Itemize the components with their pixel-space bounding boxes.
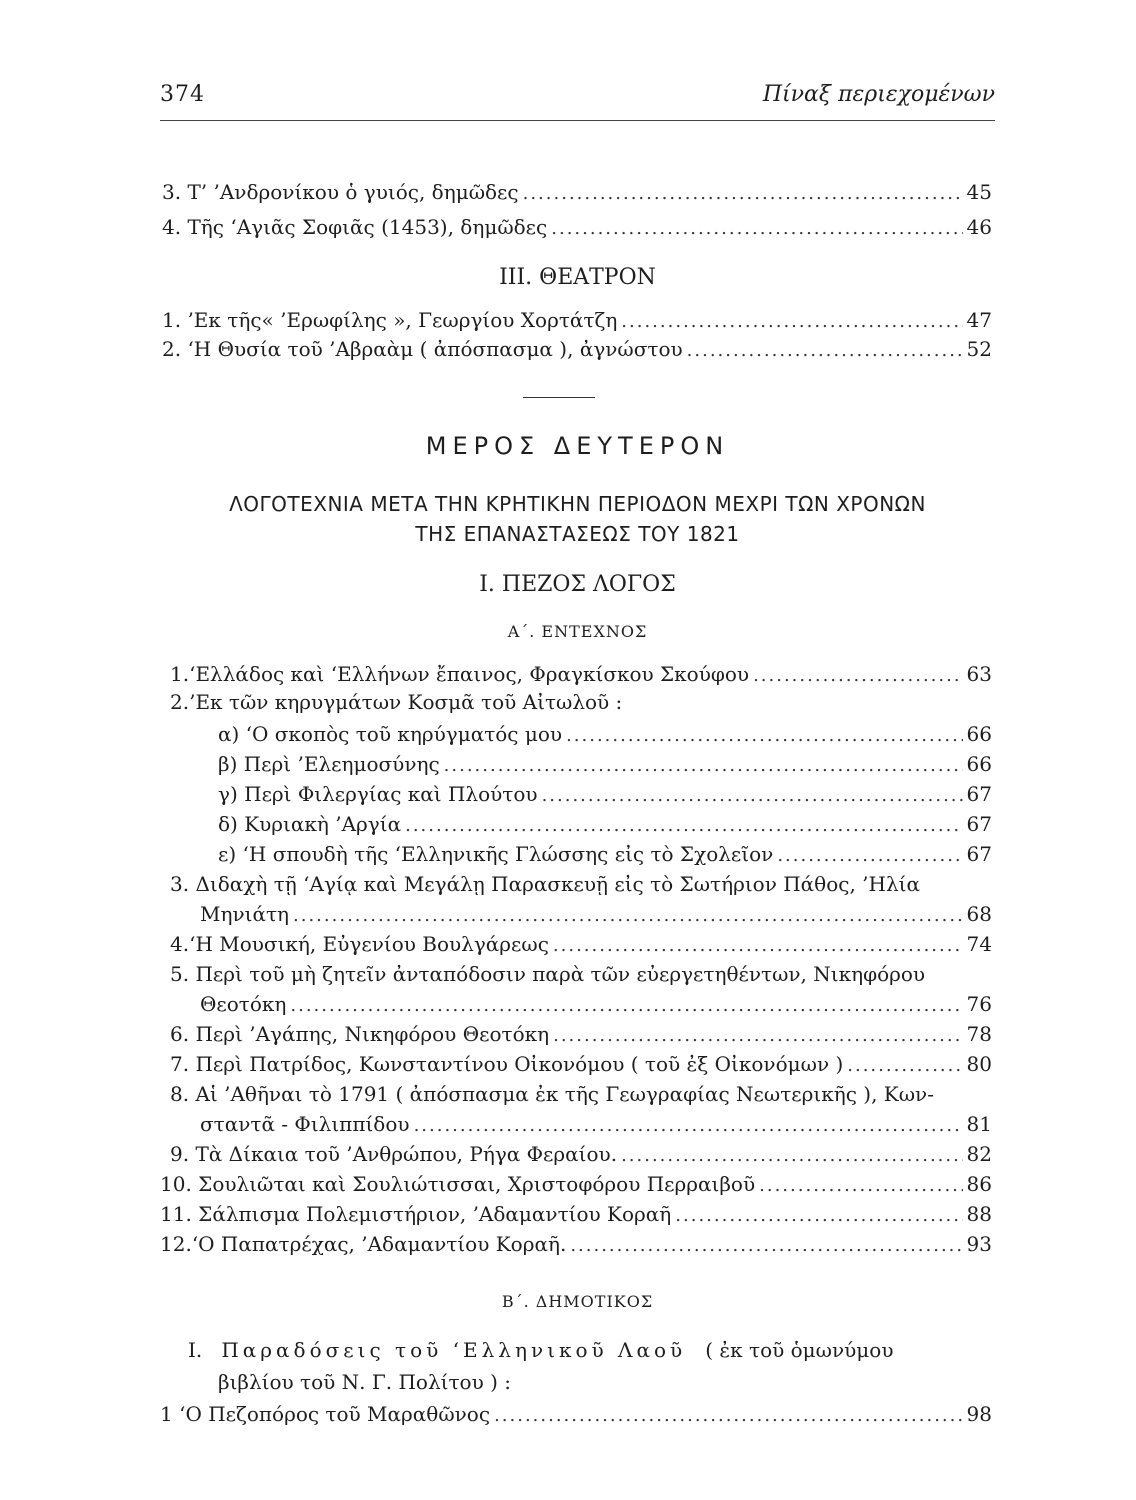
entry-title: ’Εκ τῆς« ’Ερωφίλης », Γεωργίου Χορτάτζη — [187, 308, 618, 332]
header-rule — [160, 120, 995, 121]
toc-subentry — [218, 752, 992, 786]
leader-dots — [759, 1175, 962, 1196]
subentry-label: δ) — [218, 812, 238, 836]
toc-entry-line1 — [170, 1082, 934, 1106]
leader-dots — [444, 755, 963, 776]
leader-dots — [753, 665, 962, 686]
toc-entry-line1 — [170, 872, 920, 896]
group-number: Ι. — [188, 1338, 203, 1362]
leader-dots — [847, 1055, 962, 1076]
entry-number: 2. — [170, 690, 190, 714]
page-number: 374 — [160, 82, 205, 107]
group-title: Παραδόσεις τοῦ ‘Ελληνικοῦ Λαοῦ — [221, 1338, 687, 1362]
entry-number: 3. — [162, 180, 182, 204]
entry-page: 66 — [966, 722, 992, 746]
entry-page: 86 — [966, 1172, 992, 1196]
entry-page: 81 — [966, 1112, 992, 1136]
entry-number: 6. — [170, 1022, 190, 1046]
toc-entry — [160, 1232, 992, 1266]
part-title: ΜΕΡΟΣ ΔΕΥΤΕΡΟΝ — [425, 432, 730, 460]
entry-title: Τὰ Δίκαια τοῦ ’Ανθρώπου, Ρήγα Φεραίου. — [195, 1142, 618, 1166]
toc-entry — [160, 1172, 992, 1206]
leader-dots — [777, 845, 962, 866]
entry-title: Σάλπισμα Πολεμιστήριον, ’Αδαμαντίου Κοραῆ — [198, 1202, 672, 1226]
toc-subentry — [218, 842, 992, 876]
toc-entry — [162, 180, 992, 214]
subentry-label: β) — [218, 752, 238, 776]
entry-title: Σουλιῶται καὶ Σουλιώτισσαι, Χριστοφόρου Περραιβοῦ — [198, 1172, 756, 1196]
toc-entry — [170, 690, 622, 714]
leader-dots — [523, 183, 963, 204]
entry-page: 46 — [966, 215, 992, 239]
entry-page: 80 — [966, 1052, 992, 1076]
toc-subentry — [218, 722, 992, 756]
entry-number: 1. — [162, 308, 182, 332]
entry-title: ‘Η Θυσία τοῦ ’Αβραὰμ ( ἀπόσπασμα ), ἀγνώστου — [187, 337, 683, 361]
toc-entry — [162, 215, 992, 249]
subsection-heading-entechnos: Α΄. ΕΝΤΕΧΝΟΣ — [507, 622, 648, 641]
leader-dots — [621, 311, 962, 332]
entry-number: 4. — [162, 215, 182, 239]
leader-dots — [621, 1145, 962, 1166]
entry-page: 52 — [966, 337, 992, 361]
entry-title-cont: Θεοτόκη — [200, 992, 287, 1016]
entry-number: 5. — [170, 962, 190, 986]
group-note: ( ἐκ τοῦ ὁμωνύμου — [705, 1338, 894, 1362]
toc-entry — [160, 1202, 992, 1236]
entry-title-cont: σταντᾶ - Φιλιππίδου — [200, 1112, 410, 1136]
entry-title: Περὶ τοῦ μὴ ζητεῖν ἀνταπόδοσιν παρὰ τῶν εὐεργετηθέντων, Νικηφόρου — [195, 962, 926, 986]
entry-page: 67 — [966, 812, 992, 836]
entry-title: ‘Ο Πεζοπόρος τοῦ Μαραθῶνος — [179, 1402, 491, 1426]
entry-title: Περὶ ’Αγάπης, Νικηφόρου Θεοτόκη — [195, 1022, 550, 1046]
entry-page: 88 — [966, 1202, 992, 1226]
toc-entry-line2 — [200, 1112, 992, 1146]
section-heading-theatre: ΙΙΙ. ΘΕΑΤΡΟΝ — [499, 265, 656, 290]
toc-entry — [170, 1022, 992, 1056]
part-subtitle-line2: ΤΗΣ ΕΠΑΝΑΣΤΑΣΕΩΣ ΤΟΥ 1821 — [415, 522, 740, 546]
leader-dots — [553, 1025, 962, 1046]
entry-number: 3. — [170, 872, 190, 896]
leader-dots — [553, 935, 963, 956]
leader-dots — [570, 1235, 962, 1256]
toc-entry-line1 — [170, 962, 925, 986]
entry-title: ‘Η σπουδὴ τῆς ‘Ελληνικῆς Γλώσσης εἰς τὸ Σχολεῖον — [242, 842, 774, 866]
entry-number: 10. — [160, 1172, 192, 1196]
entry-number: 9. — [170, 1142, 190, 1166]
leader-dots — [290, 995, 962, 1016]
entry-page: 45 — [966, 180, 992, 204]
running-head: Πίναξ περιεχομένων — [762, 82, 995, 107]
entry-title: Διδαχὴ τῇ ‘Αγίᾳ καὶ Μεγάλῃ Παρασκευῇ εἰς τὸ Σωτήριον Πάθος, ’Ηλία — [195, 872, 920, 896]
entry-title: Περὶ Φιλεργίας καὶ Πλούτου — [244, 782, 538, 806]
entry-page: 67 — [966, 842, 992, 866]
entry-number: 1 — [160, 1402, 173, 1426]
toc-entry — [160, 1402, 992, 1436]
entry-number: 11. — [160, 1202, 192, 1226]
entry-page: 66 — [966, 752, 992, 776]
entry-page: 76 — [966, 992, 992, 1016]
entry-title: Περὶ Πατρίδος, Κωνσταντίνου Οἰκονόμου ( τοῦ ἐξ Οἰκονόμων ) — [195, 1052, 844, 1076]
entry-page: 68 — [966, 902, 992, 926]
entry-title: ‘Η Μουσική, Εὐγενίου Βουλγάρεως — [189, 932, 549, 956]
entry-page: 47 — [966, 308, 992, 332]
part-subtitle-line1: ΛΟΓΟΤΕΧΝΙΑ ΜΕΤΑ ΤΗΝ ΚΡΗΤΙΚΗΝ ΠΕΡΙΟΔΟΝ ΜΕΧΡΙ ΤΩΝ ΧΡΟΝΩΝ — [229, 492, 926, 516]
leader-dots — [687, 340, 963, 361]
subentry-label: γ) — [218, 782, 238, 806]
leader-dots — [542, 785, 963, 806]
toc-group-line1 — [188, 1338, 893, 1362]
group-note-cont: βιβλίου τοῦ Ν. Γ. Πολίτου ) : — [218, 1370, 511, 1394]
toc-subentry — [218, 782, 992, 816]
entry-page: 67 — [966, 782, 992, 806]
entry-title: Τ’ ’Ανδρονίκου ὁ γυιός, δημῶδες — [187, 180, 519, 204]
leader-dots — [494, 1405, 962, 1426]
entry-page: 78 — [966, 1022, 992, 1046]
entry-title: ‘Ελλάδος καὶ ‘Ελλήνων ἔπαινος, Φραγκίσκου Σκούφου — [189, 662, 750, 686]
entry-page: 63 — [966, 662, 992, 686]
toc-subentry — [218, 812, 992, 846]
entry-title: Αἱ ’Αθῆναι τὸ 1791 ( ἀπόσπασμα ἐκ τῆς Γεωγραφίας Νεωτερικῆς ), Κων- — [195, 1082, 934, 1106]
leader-dots — [414, 1115, 963, 1136]
subsection-heading-dimotikos: Β΄. ΔΗΜΟΤΙΚΟΣ — [501, 1292, 654, 1311]
leader-dots — [405, 815, 962, 836]
toc-entry — [170, 1052, 992, 1086]
entry-number: 12. — [160, 1232, 192, 1256]
leader-dots — [566, 725, 962, 746]
leader-dots — [293, 905, 963, 926]
entry-title: Περὶ ’Ελεημοσύνης — [243, 752, 440, 776]
entry-number: 2. — [162, 337, 182, 361]
entry-title: ‘Ο Παπατρέχας, ’Αδαμαντίου Κοραῆ. — [191, 1232, 567, 1256]
subentry-label: ε) — [218, 842, 237, 866]
entry-page: 82 — [966, 1142, 992, 1166]
entry-page: 74 — [966, 932, 992, 956]
entry-title: ’Εκ τῶν κηρυγμάτων Κοσμᾶ τοῦ Αἰτωλοῦ : — [189, 690, 623, 714]
page-header — [160, 82, 995, 122]
entry-title: ‘Ο σκοπὸς τοῦ κηρύγματός μου — [245, 722, 563, 746]
toc-entry — [162, 337, 992, 371]
toc-entry — [170, 932, 992, 966]
toc-entry-line2 — [200, 992, 992, 1026]
toc-group-line2 — [218, 1370, 511, 1394]
entry-title-cont: Μηνιάτη — [200, 902, 290, 926]
leader-dots — [551, 218, 962, 239]
entry-title: Τῆς ‘Αγιᾶς Σοφιᾶς (1453), δημῶδες — [187, 215, 548, 239]
entry-number: 7. — [170, 1052, 190, 1076]
entry-number: 1. — [170, 662, 190, 686]
entry-page: 98 — [966, 1402, 992, 1426]
toc-entry-line2 — [200, 902, 992, 936]
entry-title: Κυριακὴ ’Αργία — [244, 812, 402, 836]
entry-number: 8. — [170, 1082, 190, 1106]
toc-entry — [170, 1142, 992, 1176]
leader-dots — [675, 1205, 962, 1226]
entry-page: 93 — [966, 1232, 992, 1256]
subentry-label: α) — [218, 722, 240, 746]
entry-number: 4. — [170, 932, 190, 956]
section-heading-prose: Ι. ΠΕΖΟΣ ΛΟΓΟΣ — [479, 572, 676, 597]
section-divider — [523, 397, 595, 398]
